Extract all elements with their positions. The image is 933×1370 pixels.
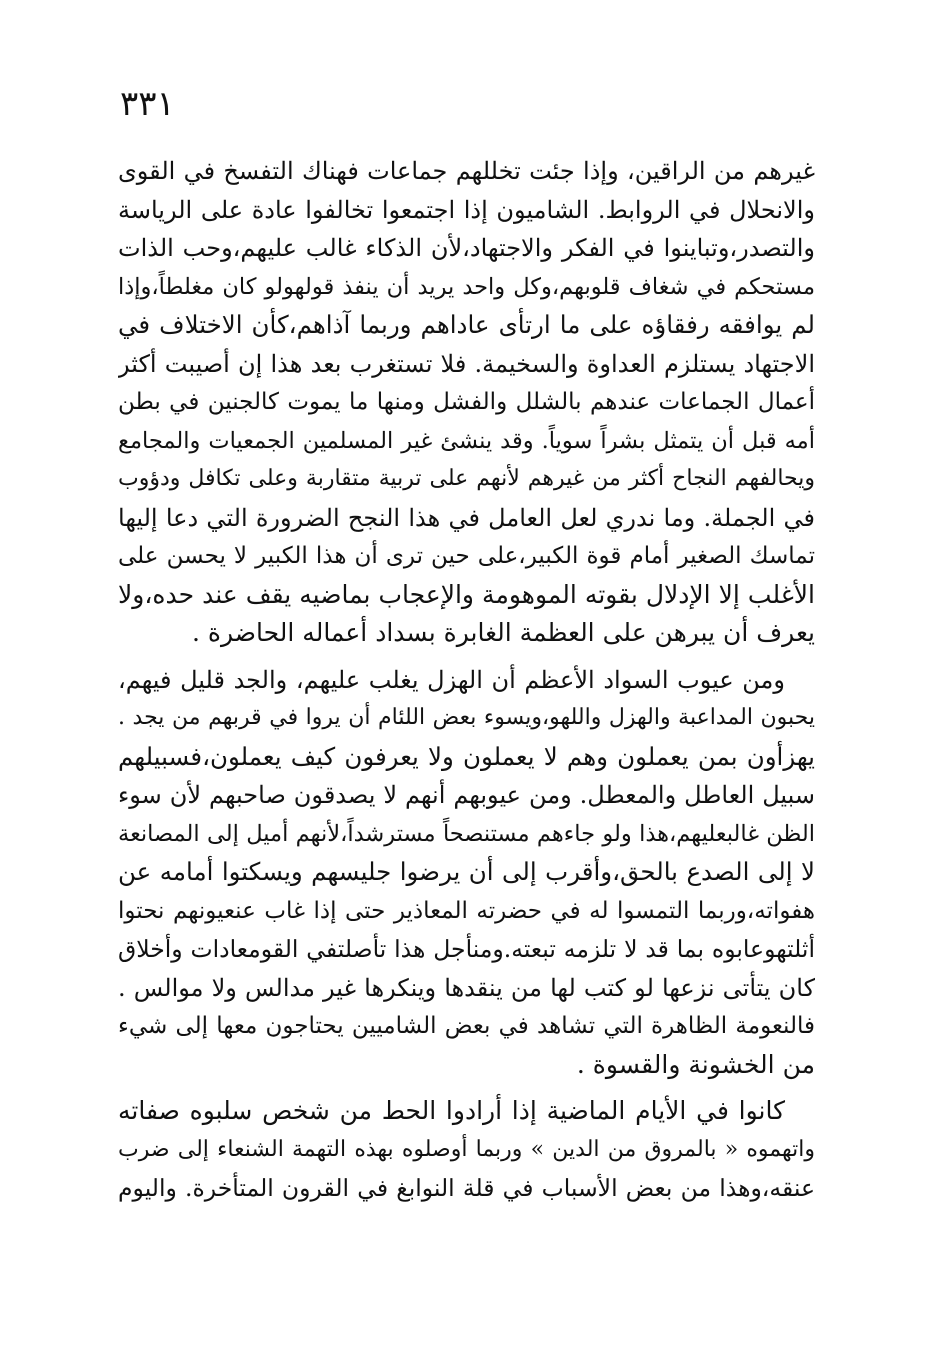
page-number: ٣٣١ <box>120 84 175 124</box>
text-line: كان يتأتى نزعها لو كتب لها من ينقدها وينكرها غير مدالس ولا موالس . <box>118 973 815 1002</box>
text-line: والتصدر،وتباينوا في الفكر والاجتهاد،لأن الذكاء غالب عليهم،وحب الذات <box>118 234 815 262</box>
text-line: غيرهم من الراقين، وإذا جئت تخللهم جماعات فهناك التفسخ في القوى <box>118 157 815 185</box>
text-line: أمه قبل أن يتمثل بشراً سوياً. وقد ينشئ غير المسلمين الجمعيات والمجامع <box>118 427 815 454</box>
text-line: سبيل العاطل والمعطل. ومن عيوبهم أنهم لا يصدقون صاحبهم لأن سوء <box>118 781 815 809</box>
text-line: هفواته،وربما التمسوا له في حضرته المعاذير حتى إذا غاب عنعيونهم نحتوا <box>118 897 815 924</box>
text-line: أعمال الجماعات عندهم بالشلل والفشل ومنها ما يموت كالجنين في بطن <box>118 389 815 415</box>
text-line: لم يوافقه رفقاؤه على ما ارتأى عاداهم وربما آذاهم،كأن الاختلاف في <box>118 310 815 339</box>
paragraph-1 <box>118 152 815 653</box>
text-line: كانوا في الأيام الماضية إذا أرادوا الحط من شخص سلبوه صفاته <box>118 1096 785 1125</box>
text-line: في الجملة. وما ندري لعل العامل في هذا النجح الضرورة التي دعا إليها <box>118 503 815 532</box>
text-line: ومن عيوب السواد الأعظم أن الهزل يغلب عليهم، والجد قليل فيهم، <box>118 665 785 694</box>
paragraph-3 <box>118 1092 815 1208</box>
text-line: والانحلال في الروابط. الشاميون إذا اجتمعوا تخالفوا عادة على الرياسة <box>118 195 815 224</box>
text-line: لا إلى الصدع بالحق،وأقرب إلى أن يرضوا جليسهم ويسكتوا أمامه عن <box>118 857 815 886</box>
body-text <box>118 152 815 1208</box>
text-line: فالنعومة الظاهرة التي تشاهد في بعض الشاميين يحتاجون معها إلى شيء <box>118 1013 815 1039</box>
text-line: يحبون المداعبة والهزل واللهو،ويسوء بعض اللئام أن يروا في قربهم من يجد . <box>118 705 815 730</box>
text-line: واتهموه « بالمروق من الدين » وربما أوصلوه بهذه التهمة الشنعاء إلى ضرب <box>118 1136 815 1162</box>
text-line: يهزأون بمن يعملون وهم لا يعملون ولا يعرفون كيف يعملون،فسبيلهم <box>118 741 815 771</box>
text-line: الظن غالبعليهم،هذا ولو جاءهم مستنصحاً مسترشداً،لأنهم أميل إلى المصانعة <box>118 820 815 847</box>
text-line: ويحالفهم النجاح أكثر من غيرهم لأنهم على تربية متقاربة وعلى تكافل ودؤوب <box>118 466 815 491</box>
text-line: الأغلب إلا الإدلال بقوته الموهومة والإعجاب بماضيه يقف عند حده،ولا <box>118 579 815 609</box>
text-line: أثلتهوعابوه بما قد لا تلزمه تبعته.ومنأجل هذا تأصلتفي القومعادات وأخلاق <box>118 935 815 963</box>
text-line: عنقه،وهذا من بعض الأسباب في قلة النوابغ في القرون المتأخرة. واليوم <box>118 1174 815 1202</box>
text-line: الاجتهاد يستلزم العداوة والسخيمة. فلا تستغرب بعد هذا إن أصيبت أكثر <box>118 349 815 378</box>
text-line: من الخشونة والقسوة . <box>576 1049 815 1079</box>
text-line: يعرف أن يبرهن على العظمة الغابرة بسداد أعماله الحاضرة . <box>192 618 815 647</box>
text-line: تماسك الصغير أمام قوة الكبير،على حين ترى أن هذا الكبير لا يحسن على <box>118 543 815 569</box>
text-line: مستحكم في شغاف قلوبهم،وكل واحد يريد أن ينفذ قولهولو كان مغلطاً،وإذا <box>118 273 815 300</box>
paragraph-2 <box>118 661 815 1085</box>
